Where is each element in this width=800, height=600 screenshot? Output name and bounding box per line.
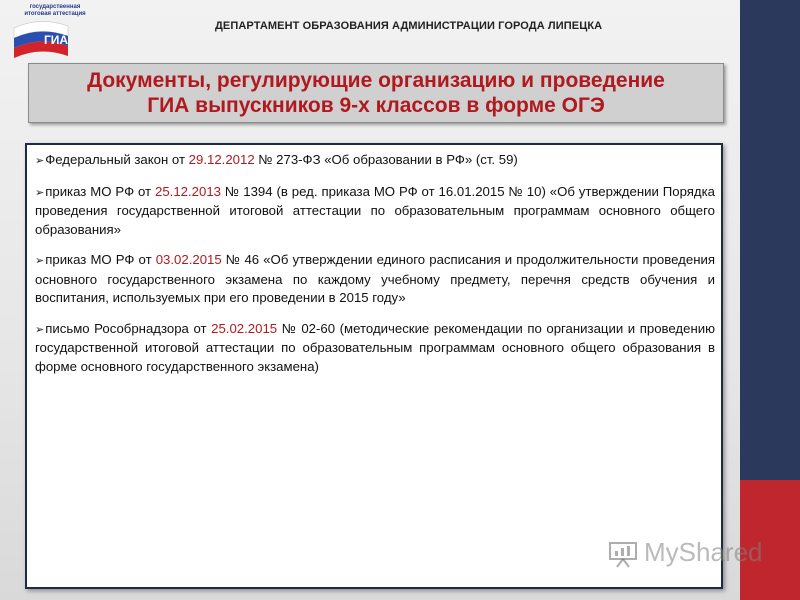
- logo-line-2: итоговая аттестация: [24, 11, 86, 17]
- document-date: 25.12.2013: [155, 183, 222, 199]
- logo-line-1: государственная: [29, 4, 81, 10]
- arrow-bullet-icon: ➢: [35, 155, 45, 167]
- watermark: MyShared: [644, 537, 763, 567]
- list-item: ➢письмо Рособрнадзора от 25.02.2015 № 02-60 (методические рекомендации по организации и проведению государственной итоговой аттестации по образовательным программам основного общего образования в форме основного государственного экзамена): [35, 320, 715, 374]
- arrow-bullet-icon: ➢: [35, 186, 45, 199]
- list-item: ➢приказ МО РФ от 03.02.2015 № 46 «Об утверждении единого расписания и продолжительности проведения основного государственного экзамена по каждому учебному предмету, перечня средств обучения и воспитания, используемых при его проведении в 2015 году»: [35, 252, 715, 305]
- document-date: 03.02.2015: [155, 252, 222, 267]
- list-item: ➢приказ МО РФ от 25.12.2013 № 1394 (в ред. приказа МО РФ от 16.01.2015 № 10) «Об утверждении Порядка проведения государственной итоговой аттестации по образовательным программам основного общего образования»: [35, 183, 715, 237]
- flag-icon: [10, 14, 88, 58]
- document-date: 29.12.2012: [188, 152, 255, 167]
- arrow-bullet-icon: ➢: [35, 323, 45, 336]
- arrow-bullet-icon: ➢: [35, 255, 45, 267]
- title-line-1: Документы, регулирующие организацию и проведение: [87, 69, 665, 92]
- title-line-2: ГИА выпускников 9-х классов в форме ОГЭ: [147, 94, 605, 117]
- logo-mark: ГИА: [44, 33, 69, 47]
- page-title: [29, 68, 723, 118]
- right-navy-bar: [740, 0, 800, 480]
- document-date: 25.02.2015: [211, 320, 278, 336]
- presentation-icon: [608, 539, 642, 569]
- title-box: [28, 63, 724, 123]
- department-header: ДЕПАРТАМЕНТ ОБРАЗОВАНИЯ АДМИНИСТРАЦИИ ГОРОДА ЛИПЕЦКА: [215, 20, 603, 32]
- list-item: ➢Федеральный закон от 29.12.2012 № 273-ФЗ «Об образовании в РФ» (ст. 59): [35, 152, 518, 167]
- documents-panel: [25, 143, 723, 589]
- gia-logo: [6, 2, 88, 60]
